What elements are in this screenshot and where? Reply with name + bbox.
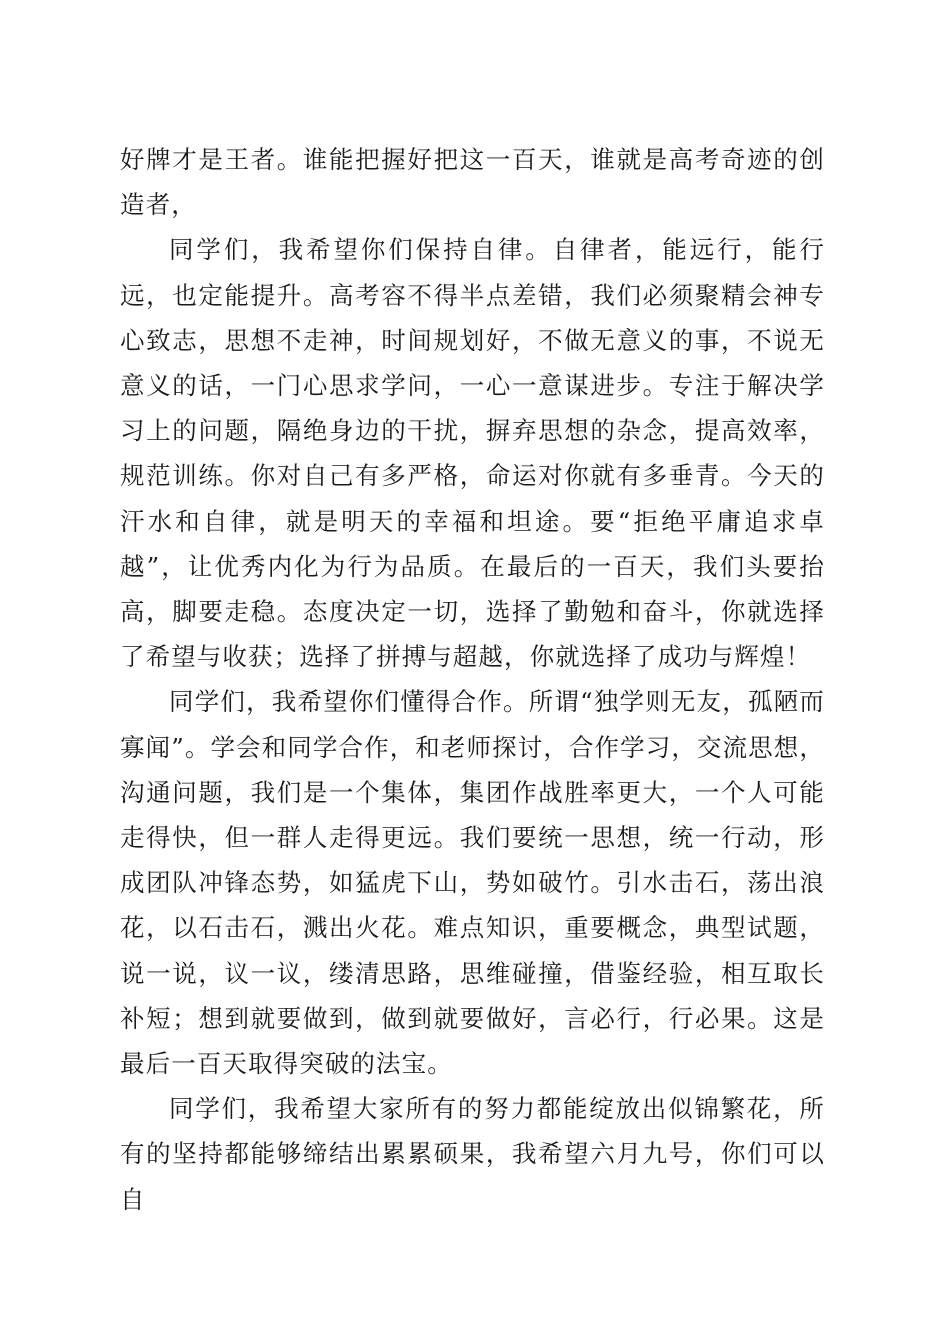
paragraph-cooperation: 同学们，我希望你们懂得合作。所谓“独学则无友，孤陋而寡闻”。学会和同学合作，和老师探讨，合作学习，交流思想，沟通问题，我们是一个集体，集团作战胜率更大，一个人可能走得快，但一群人走得更远。我们要统一思想，统一行动，形成团队冲锋态势，如猛虎下山，势如破竹。引水击石，荡出浪花，以石击石，溅出火花。难点知识，重要概念，典型试题，说一说，议一议，缕清思路，思维碰撞，借鉴经验，相互取长补短；想到就要做到，做到就要做好，言必行，行必果。这是最后一百天取得突破的法宝。 [120,687,825,1079]
paragraph-self-discipline: 同学们，我希望你们保持自律。自律者，能远行，能行远，也定能提升。高考容不得半点差错，我们必须聚精会神专心致志，思想不走神，时间规划好，不做无意义的事，不说无意义的话，一门心思求学问，一心一意谋进步。专注于解决学习上的问题，隔绝身边的干扰，摒弃思想的杂念，提高效率，规范训练。你对自己有多严格，命运对你就有多垂青。今天的汗水和自律，就是明天的幸福和坦途。要“拒绝平庸追求卓越”，让优秀内化为行为品质。在最后的一百天，我们头要抬高，脚要走稳。态度决定一切，选择了勤勉和奋斗，你就选择了希望与收获；选择了拼搏与超越，你就选择了成功与辉煌！ [120,235,825,672]
document-body [120,137,825,1222]
paragraph-continuation: 好牌才是王者。谁能把握好把这一百天，谁就是高考奇迹的创造者， [120,145,825,220]
paragraph-hopes: 同学们，我希望大家所有的努力都能绽放出似锦繁花，所有的坚持都能够缔结出累累硕果，我希望六月九号，你们可以自 [120,1094,825,1214]
